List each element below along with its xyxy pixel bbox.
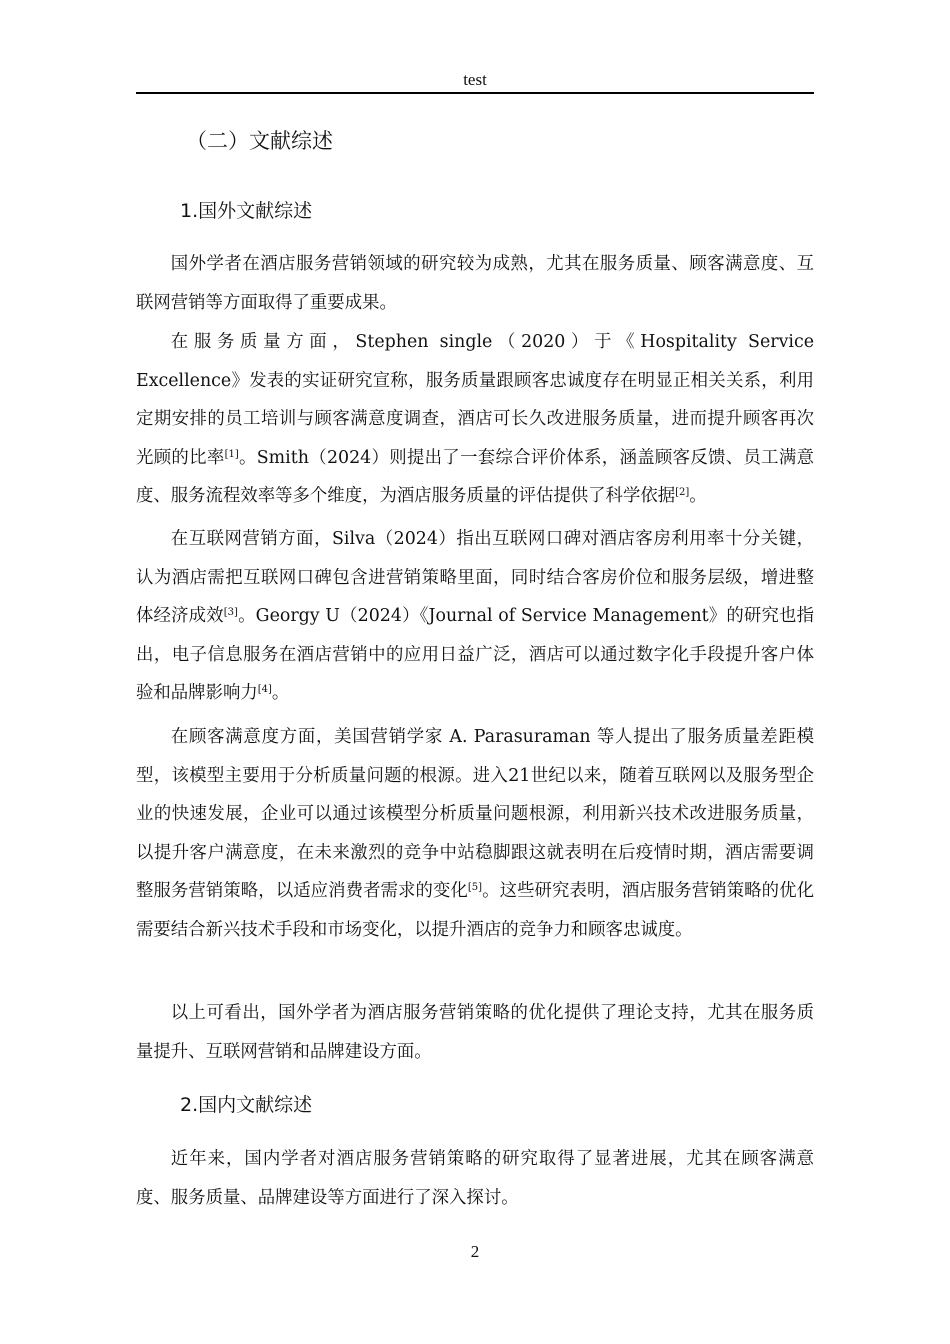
citation-ref[interactable]: [4]: [257, 684, 272, 695]
paragraph-service-quality: [136, 323, 814, 516]
paragraph-text: 。: [271, 683, 290, 703]
citation-ref[interactable]: [2]: [675, 487, 690, 498]
paragraph-internet-marketing: [136, 520, 814, 713]
citation-ref[interactable]: [5]: [467, 882, 483, 893]
citation-ref[interactable]: [1]: [224, 448, 239, 460]
paragraph-text: 国外学者在酒店服务营销领域的研究较为成熟，尤其在服务质量、顾客满意度、互联网营销等方面取得了重要成果。: [136, 254, 814, 313]
paragraph-text: 。这些研究表明，酒店服务营销策略的优化需要结合新兴技术手段和市场变化，以提升酒店的竞争力和顾客忠诚度。: [136, 881, 814, 940]
paragraph-text: 近年来，国内学者对酒店服务营销策略的研究取得了显著进展，尤其在顾客满意度、服务质量、品牌建设等方面进行了深入探讨。: [136, 1149, 814, 1208]
paragraph-customer-satisfaction: [136, 718, 814, 949]
paragraph-text: 在顾客满意度方面，美国营销学家 A. Parasuraman 等人提出了服务质量差距模型，该模型主要用于分析质量问题的根源。进入21世纪以来，随着互联网以及服务型企业的快速发展，企业可以通过该模型分析质量问题根源，利用新兴技术改进服务质量，以提升客户满意度，在未来激烈的竞争中站稳脚跟这就表明在后疫情时期，酒店需要调整服务营销策略，以适应消费者需求的变化: [136, 727, 814, 901]
paragraph-text: 在服务质量方面，Stephen single（2020）于《Hospitality Service Excellence》发表的实证研究宣称，服务质量跟顾客忠诚度存在明显正相关关系，利用定期安排的员工培训与顾客满意度调查，酒店可长久改进服务质量，进而提升顾客再次光顾的比率: [136, 332, 814, 468]
page-number: 2: [470, 1242, 480, 1261]
paragraph-text: 。: [689, 486, 707, 506]
paragraph-summary-foreign: [136, 994, 814, 1071]
subsection-title-domestic: 2.国内文献综述: [180, 1094, 313, 1116]
section-title: （二）文献综述: [186, 129, 333, 153]
citation-ref[interactable]: [3]: [223, 607, 238, 618]
subsection-title-foreign: 1.国外文献综述: [180, 200, 313, 222]
paragraph-text: 。Georgy U（2024）《Journal of Service Management》的研究也指出，电子信息服务在酒店营销中的应用日益广泛，酒店可以通过数字化手段提升客户体验和品牌影响力: [136, 606, 814, 703]
running-header: test: [463, 70, 487, 89]
paragraph-intro-domestic: [136, 1140, 814, 1217]
header-divider: [136, 92, 814, 94]
paragraph-text: 以上可看出，国外学者为酒店服务营销策略的优化提供了理论支持，尤其在服务质量提升、互联网营销和品牌建设方面。: [136, 1003, 814, 1062]
paragraph-intro-foreign: [136, 245, 814, 322]
paragraph-text: 。Smith（2024）则提出了一套综合评价体系，涵盖顾客反馈、员工满意度、服务流程效率等多个维度，为酒店服务质量的评估提供了科学依据: [136, 447, 814, 506]
paragraph-text: 在互联网营销方面，Silva（2024）指出互联网口碑对酒店客房利用率十分关键，认为酒店需把互联网口碑包含进营销策略里面，同时结合客房价位和服务层级，增进整体经济成效: [136, 529, 814, 626]
